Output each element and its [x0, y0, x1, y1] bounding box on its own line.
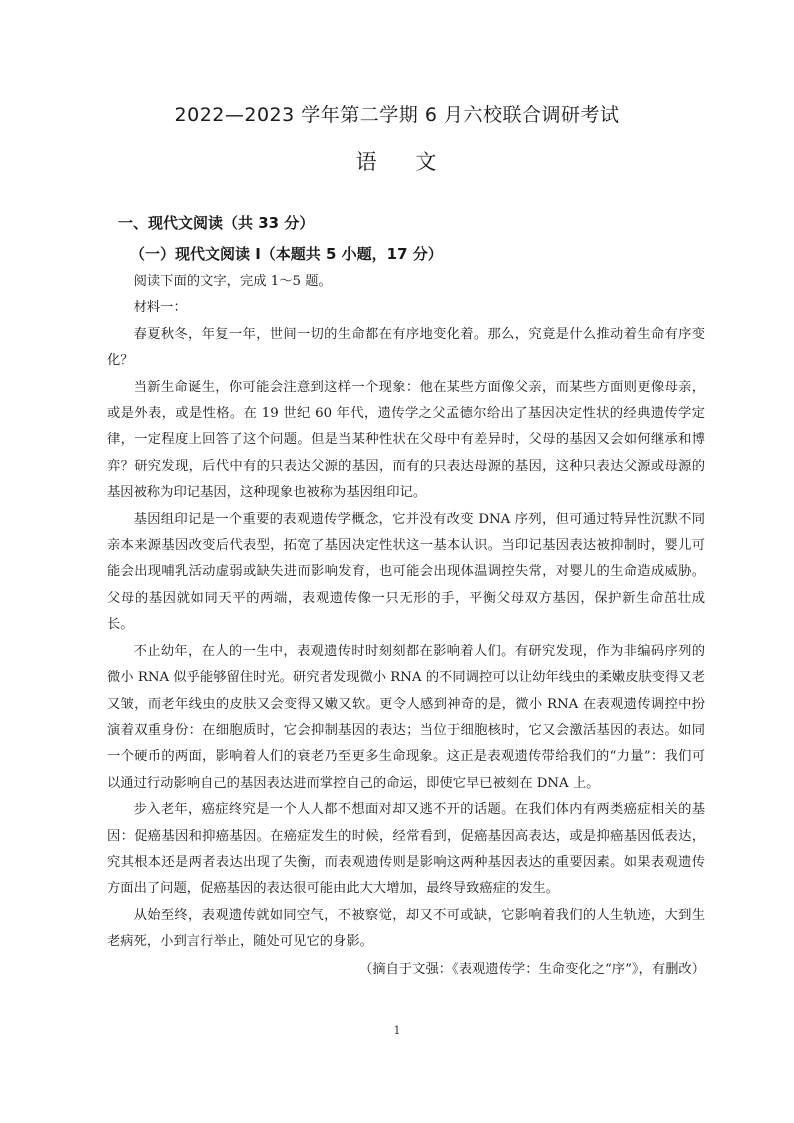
paragraph: 当新生命诞生，你可能会注意到这样一个现象：他在某些方面像父亲，而某些方面则更像母亲，或是外表，或是性格。在 19 世纪 60 年代，遗传学之父孟德尔给出了基因决定性状的经典遗传学定律，一定程度上回答了这个问题。但是当某种性状在父母中有差异时，父母的基因又会如何继承和博弈？研究发现，后代中有的只表达父源的基因，而有的只表达母源的基因，这种只表达父源或母源的基因被称为印记基因，这种现象也被称为基因组印记。	[107, 379, 705, 501]
instruction-text: 阅读下面的文字，完成 1～5 题。	[133, 274, 332, 289]
exam-title: 2022—2023 学年第二学期 6 月六校联合调研考试	[174, 104, 620, 126]
paragraph: 从始至终，表观遗传就如同空气，不被察觉，却又不可或缺，它影响着我们的人生轨迹，大到生老病死，小到言行举止，随处可见它的身影。	[107, 907, 705, 950]
paragraph: 不止幼年，在人的一生中，表观遗传时时刻刻都在影响着人们。有研究发现，作为非编码序列的微小 RNA 似乎能够留住时光。研究者发现微小 RNA 的不同调控可以让幼年线虫的柔嫩皮肤变得又老又皱，而老年线虫的皮肤又会变得又嫩又软。更令人感到神奇的是，微小 RNA 在表观遗传调控中扮演着双重身份：在细胞质时，它会抑制基因的表达；当位于细胞核时，它又会激活基因的表达。如同一个硬币的两面，影响着人们的衰老乃至更多生命现象。这正是表观遗传带给我们的“力量”：我们可以通过行动影响自己的基因表达进而掌控自己的命运，即使它早已被刻在 DNA 上。	[107, 643, 705, 791]
paragraph: 步入老年，癌症终究是一个人人都不想面对却又逃不开的话题。在我们体内有两类癌症相关的基因：促癌基因和抑癌基因。在癌症发生的时候，经常看到，促癌基因高表达，或是抑癌基因低表达，究其根本还是两者表达出现了失衡，而表观遗传则是影响这两种基因表达的重要因素。如果表观遗传方面出了问题，促癌基因的表达很可能由此大大增加，最终导致癌症的发生。	[107, 802, 705, 897]
material-label: 材料一：	[133, 300, 187, 316]
paragraph: 基因组印记是一个重要的表观遗传学概念，它并没有改变 DNA 序列，但可通过特异性沉默不同亲本来源基因改变后代表型，拓宽了基因决定性状这一基本认识。当印记基因表达被抑制时，婴儿可能会出现哺乳活动虚弱或缺失进而影响发育，也可能会出现体温调控失常，对婴儿的生命造成威胁。父母的基因就如同天平的两端，表观遗传像一只无形的手，平衡父母双方基因，保护新生命茁壮成长。	[107, 511, 705, 633]
paragraph: 春夏秋冬，年复一年，世间一切的生命都在有序地变化着。那么，究竟是什么推动着生命有序变化？	[107, 326, 705, 369]
page-number: 1	[393, 1024, 401, 1037]
subsection-heading: （一）现代文阅读 I（本题共 5 小题，17 分）	[130, 245, 443, 263]
section-heading: 一、现代文阅读（共 33 分）	[118, 214, 315, 232]
reading-content	[107, 269, 705, 983]
subject-title: 语 文	[355, 150, 453, 174]
source-citation: （摘自于文强：《表观遗传学：生命变化之“序”》，有删改）	[358, 961, 705, 977]
